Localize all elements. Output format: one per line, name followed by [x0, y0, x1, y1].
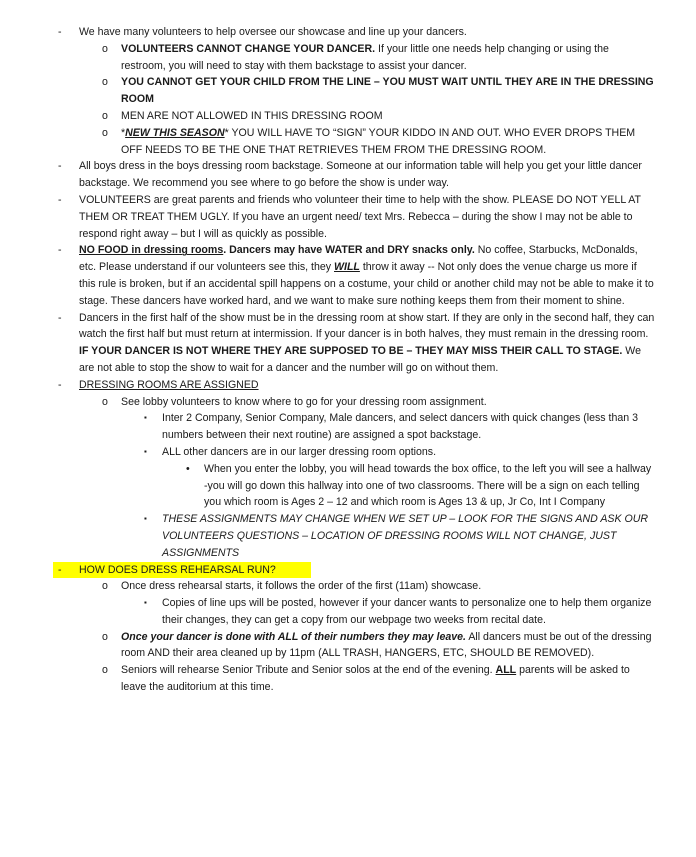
circle-bullet: o [102, 664, 108, 677]
vol-change-bold: VOLUNTEERS CANNOT CHANGE YOUR DANCER. [121, 42, 376, 55]
volunteers-great-text: VOLUNTEERS are great parents and friends who volunteer their time to help with the show. PLEASE DO NOT YELL AT THEM OR TREAT THEM UGLY. If you have an urgent need/ text Mrs. Rebecca – during the show I may not be able to respond right away – but I will as quickly as possible. [79, 193, 641, 240]
first-half-bold: IF YOUR DANCER IS NOT WHERE THEY ARE SUPPOSED TO BE – THEY MAY MISS THEIR CALL TO STAGE. [79, 345, 623, 358]
square-bullet: ▪ [144, 446, 147, 456]
assignments-change-text: THESE ASSIGNMENTS MAY CHANGE WHEN WE SET UP – LOOK FOR THE SIGNS AND ASK OUR VOLUNTEERS QUESTIONS – LOCATION OF DRESSING ROOMS WILL NOT CHANGE, JUST ASSIGNMENTS [162, 513, 649, 559]
cannot-get-child-text: YOU CANNOT GET YOUR CHILD FROM THE LINE – YOU MUST WAIT UNTIL THEY ARE IN THE DRESSING ROOM [121, 76, 654, 106]
first-half-text: Dancers in the first half of the show must be in the dressing room at show start. If they are only in the second half, they can watch the first half but must return at intermission. If your dancer is in both halves, they must remain in the dressing room. [79, 311, 655, 341]
dash-bullet: - [58, 26, 62, 38]
new-season-star: * [224, 126, 229, 139]
list-item [0, 158, 696, 192]
circle-bullet: o [102, 126, 108, 139]
new-season-label: NEW THIS SEASON [125, 126, 225, 139]
no-food-bold: . Dancers may have WATER and DRY snacks only. [223, 244, 475, 257]
volunteers-intro-text: We have many volunteers to help oversee our showcase and line up your dancers. [79, 26, 467, 38]
men-not-allowed-text: MEN ARE NOT ALLOWED IN THIS DRESSING ROOM [121, 109, 383, 122]
list-item [0, 461, 696, 511]
see-lobby-text: See lobby volunteers to know where to go for your dressing room assignment. [121, 395, 487, 408]
seniors-text: Seniors will rehearse Senior Tribute and Senior solos at the end of the evening. [121, 664, 496, 677]
list-item [0, 242, 696, 309]
square-bullet: ▪ [144, 514, 147, 524]
list-item [0, 74, 696, 108]
circle-bullet: o [102, 109, 108, 122]
list-item [0, 410, 696, 444]
once-starts-text: Once dress rehearsal starts, it follows the order of the first (11am) showcase. [121, 580, 482, 593]
dash-bullet: - [58, 563, 62, 576]
dot-bullet: • [186, 462, 190, 475]
circle-bullet: o [102, 395, 108, 408]
list-item [0, 394, 696, 411]
circle-bullet: o [102, 580, 108, 593]
dash-bullet: - [58, 193, 62, 206]
seniors-all: ALL [495, 664, 517, 677]
dash-bullet: - [58, 378, 62, 391]
highlighted-heading-row [0, 562, 696, 579]
list-item [0, 444, 696, 461]
list-item [0, 511, 696, 561]
no-food-label: NO FOOD in dressing rooms [79, 244, 224, 257]
new-season-star: * [121, 126, 126, 139]
no-food-text-2: throw it away -- Not only does the venue charge us more if this rule is broken, but if an accidental spill happens on a costume, your child or another child may not be able to make it to stage. These dancers have worked hard, and we want to make sure nothing keeps them from their moment to shine. [79, 261, 654, 307]
enter-lobby-text: When you enter the lobby, you will head towards the box office, to the left you will see a hallway -you will go down this hallway into one of two classrooms. There will be a sign on each telling you which room is Ages 2 – 12 and which room is Ages 13 & up, Jr Co, Int I Company [204, 462, 652, 509]
list-item [0, 629, 696, 663]
section-heading [0, 377, 696, 394]
circle-bullet: o [102, 42, 108, 55]
section-heading [0, 562, 696, 579]
seniors-text-2: parents will be asked to leave the auditorium at this time. [121, 664, 630, 694]
square-bullet: ▪ [144, 598, 147, 608]
document-body [0, 24, 696, 696]
dash-bullet: - [58, 160, 62, 173]
list-item [0, 578, 696, 595]
circle-bullet: o [102, 76, 108, 89]
dressing-assigned-heading: DRESSING ROOMS ARE ASSIGNED [79, 378, 259, 391]
list-item [0, 192, 696, 242]
all-other-text: ALL other dancers are in our larger dressing room options. [162, 445, 437, 458]
circle-bullet: o [102, 630, 108, 643]
once-done-italic: Once your dancer is done with ALL of their numbers they may leave. [121, 630, 466, 643]
vol-change-text: If your little one needs help changing or using the restroom, you will need to stay with them backstage to assist your dancer. [121, 42, 609, 72]
boys-dress-text: All boys dress in the boys dressing room backstage. Someone at our information table will help you get your little dancer backstage. We recommend you see where to go before the show is under way. [79, 160, 642, 190]
list-item [0, 41, 696, 75]
once-done-text: All dancers must be out of the dressing room AND their area cleaned up by 11pm (ALL TRASH, HANGERS, ETC, SHOULD BE REMOVED). [121, 630, 652, 660]
no-food-text: No coffee, Starbucks, McDonalds, etc. Please understand if our volunteers see this, they [79, 244, 638, 274]
inter2-text: Inter 2 Company, Senior Company, Male dancers, and select dancers with quick changes (less than 3 numbers between their next routine) are assigned a spot backstage. [162, 412, 638, 442]
list-item [0, 24, 696, 41]
new-season-text: YOU WILL HAVE TO “SIGN” YOUR KIDDO IN AND OUT. WHO EVER DROPS THEM OFF NEEDS TO BE THE ONE THAT RETRIEVES THEM FROM THE DRESSING ROOM. [121, 126, 636, 156]
square-bullet: ▪ [144, 413, 147, 423]
dash-bullet: - [58, 244, 62, 257]
copies-text: Copies of line ups will be posted, however if your dancer wants to personalize one to help them organize their changes, they can get a copy from our webpage two weeks from recital date. [162, 597, 652, 626]
list-item [0, 108, 696, 125]
first-half-text-2: We are not able to stop the show to wait for a dancer and the number will go on without them. [79, 345, 641, 374]
list-item [0, 310, 696, 377]
dash-bullet: - [58, 311, 62, 324]
list-item [0, 125, 696, 159]
no-food-will: WILL [334, 261, 360, 274]
rehearsal-heading: HOW DOES DRESS REHEARSAL RUN? [79, 563, 276, 576]
list-item [0, 662, 696, 696]
list-item [0, 595, 696, 629]
